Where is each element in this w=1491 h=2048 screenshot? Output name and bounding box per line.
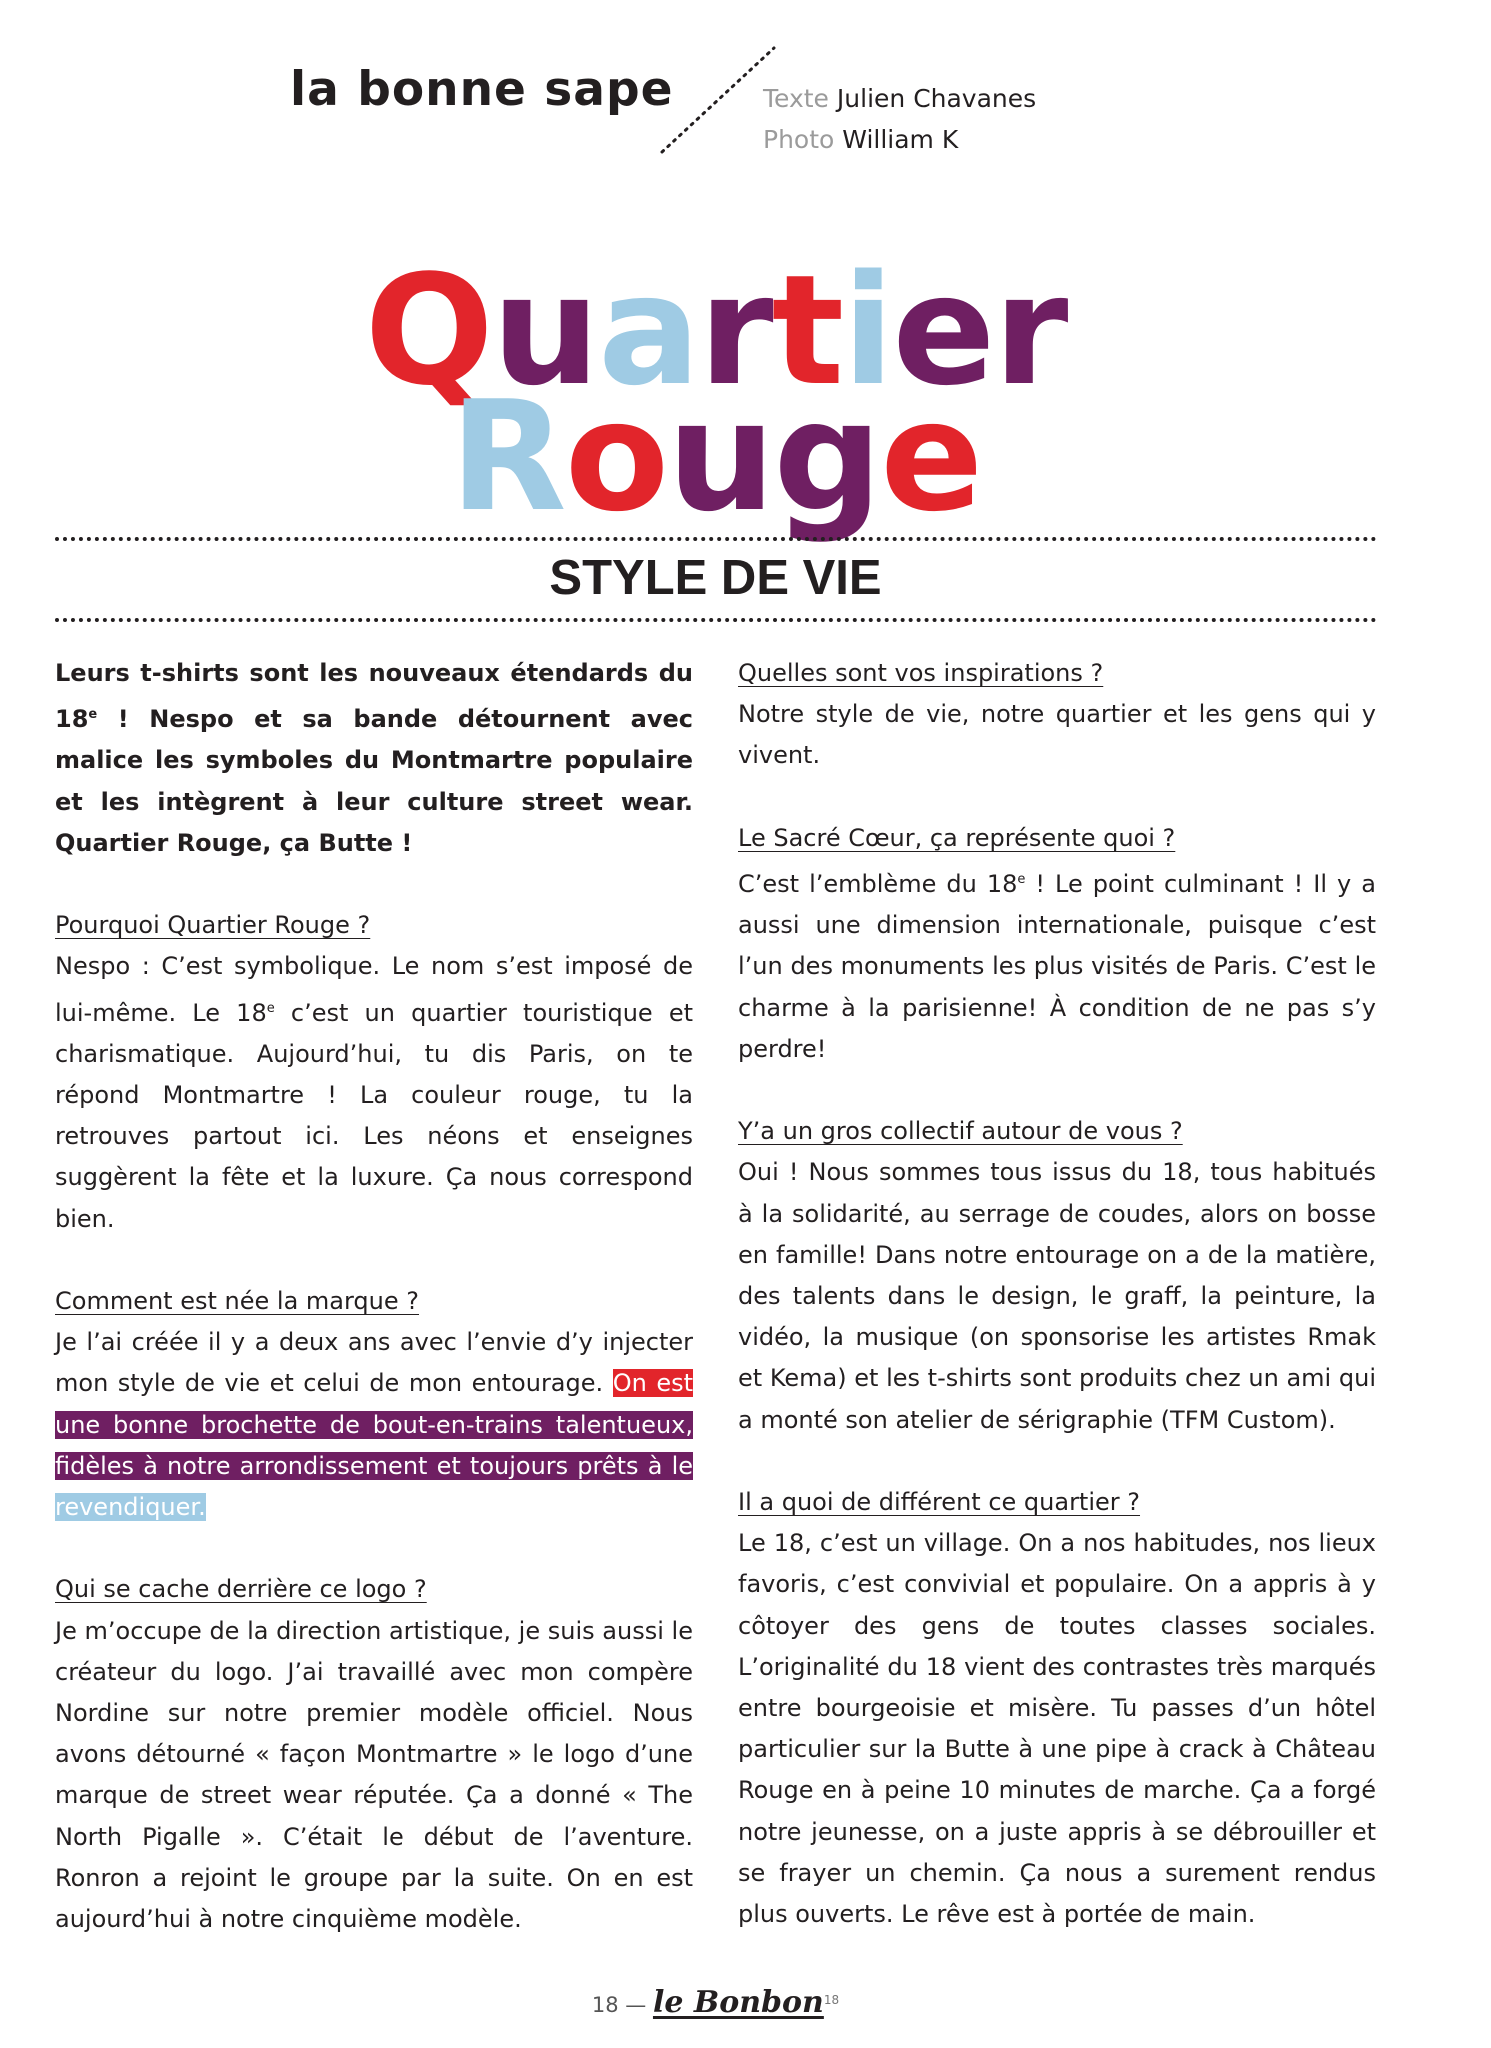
title-letter: u bbox=[491, 242, 599, 419]
title-letter: R bbox=[449, 368, 565, 545]
answer: Notre style de vie, notre quartier et les gens qui y vivent. bbox=[738, 700, 1376, 770]
title-letter: r bbox=[698, 242, 772, 419]
qa-block bbox=[738, 1111, 1376, 1441]
qa-block bbox=[55, 905, 693, 1240]
answer: Je l’ai créée il y a deux ans avec l’envie d’y injecter mon style de vie et celui de mon entourage. bbox=[55, 1328, 693, 1398]
qa-block bbox=[738, 818, 1376, 1070]
lead-text-rest: ! Nespo et sa bande détournent avec malice les symboles du Montmartre populaire et les intègrent à leur culture street wear. Quartier Rouge, ça Butte ! bbox=[55, 705, 693, 857]
lead-text: Leurs t-shirts sont les nouveaux étendards du 18 bbox=[55, 659, 693, 734]
title-letter: r bbox=[993, 242, 1067, 419]
dotted-rule-top bbox=[55, 537, 1377, 541]
question: Le Sacré Cœur, ça représente quoi ? bbox=[738, 823, 1176, 852]
lead-sup: e bbox=[88, 707, 98, 723]
left-column bbox=[55, 653, 693, 1981]
question: Il a quoi de différent ce quartier ? bbox=[738, 1488, 1141, 1517]
article-title bbox=[0, 242, 1431, 545]
credits bbox=[763, 78, 1036, 160]
photo-credit bbox=[763, 119, 1036, 160]
highlight-blue: revendiquer. bbox=[55, 1493, 206, 1522]
question: Qui se cache derrière ce logo ? bbox=[55, 1575, 427, 1604]
title-letter: e bbox=[892, 242, 994, 419]
text-credit-author: Julien Chavanes bbox=[836, 84, 1037, 113]
logo-sup: 18 bbox=[823, 1993, 840, 2007]
dotted-rule-bottom bbox=[55, 618, 1377, 622]
title-letter: e bbox=[880, 368, 982, 545]
photo-credit-label: Photo bbox=[763, 125, 835, 154]
answer-rest: ! Le point culminant ! Il y a aussi une dimension internationale, puisque c’est l’un des monuments les plus visités de Paris. C’est le charme à la parisienne! À condition de ne pas s’y perdre! bbox=[738, 870, 1376, 1063]
title-letter: Q bbox=[364, 242, 492, 419]
answer-sup: e bbox=[266, 1000, 275, 1016]
rubric-heading: STYLE DE VIE bbox=[549, 551, 882, 605]
section-title: la bonne sape bbox=[290, 62, 674, 117]
qa-block bbox=[738, 653, 1376, 777]
answer-sup: e bbox=[1017, 872, 1026, 887]
question: Pourquoi Quartier Rouge ? bbox=[55, 911, 371, 940]
title-letter: o bbox=[564, 368, 668, 545]
title-letter: i bbox=[842, 242, 893, 419]
page-number: 18 — bbox=[591, 1993, 647, 2017]
answer-rest: c’est un quartier touristique et charismatique. Aujourd’hui, tu dis Paris, on te répond Montmartre ! La couleur rouge, tu la retrouves partout ici. Les néons et enseignes suggèrent la fête et la luxure. Ça nous correspond bien. bbox=[55, 998, 694, 1233]
answer: Je m’occupe de la direction artistique, je suis aussi le créateur du logo. J’ai travaillé avec mon compère Nordine sur notre premier modèle officiel. Nous avons détourné « façon Montmartre » le logo d’une marque de street wear réputée. Ça a donné « The North Pigalle ». C’était le début de l’aventure. Ronron a rejoint le groupe par la suite. On en est aujourd’hui à notre cinquième modèle. bbox=[55, 1616, 693, 1934]
diagonal-dotted-divider bbox=[658, 44, 778, 156]
title-letter: u bbox=[667, 368, 774, 545]
text-credit-label: Texte bbox=[763, 84, 829, 113]
title-letter: t bbox=[771, 242, 843, 419]
qa-block bbox=[738, 1482, 1376, 1935]
page-footer bbox=[0, 1985, 1431, 2020]
qa-block bbox=[55, 1281, 693, 1528]
text-credit bbox=[763, 78, 1036, 119]
answer: Oui ! Nous sommes tous issus du 18, tous habitués à la solidarité, au serrage de coudes, alors on bosse en famille! Dans notre entourage on a de la matière, des talents dans le design, le graff, la peinture, la vidéo, la musique (on sponsorise les artistes Rmak et Kema) et les t-shirts sont produits chez un ami qui a monté son atelier de sérigraphie (TFM Custom). bbox=[738, 1158, 1376, 1434]
answer: Le 18, c’est un village. On a nos habitudes, nos lieux favoris, c’est convivial et populaire. On a appris à y côtoyer des gens de toutes classes sociales. L’originalité du 18 vient des contrastes très marqués entre bourgeoisie et misère. Tu passes d’un hôtel particulier sur la Butte à une pipe à crack à Château Rouge en à peine 10 minutes de marche. Ça a forgé notre jeunesse, on a juste appris à se débrouiller et se frayer un chemin. Ça nous a surement rendus plus ouverts. Le rêve est à portée de main. bbox=[738, 1529, 1376, 1929]
highlight-red: On est bbox=[612, 1369, 693, 1398]
photo-credit-author: William K bbox=[842, 125, 959, 154]
answer: C’est l’emblème du 18 bbox=[738, 870, 1018, 898]
title-letter: g bbox=[773, 368, 881, 545]
question: Quelles sont vos inspirations ? bbox=[738, 659, 1104, 687]
lead-paragraph bbox=[55, 653, 693, 864]
question: Y’a un gros collectif autour de vous ? bbox=[738, 1117, 1183, 1146]
question: Comment est née la marque ? bbox=[55, 1287, 420, 1316]
qa-block bbox=[55, 1569, 693, 1940]
highlight-purple: une bonne brochette de bout-en-trains talentueux, fidèles à notre arrondissement et toujours prêts à le bbox=[55, 1410, 693, 1480]
title-line-2 bbox=[0, 368, 1431, 545]
right-column bbox=[738, 653, 1376, 1976]
title-letter: a bbox=[598, 242, 699, 419]
answer: Nespo : C’est symbolique. Le nom s’est imposé de lui-même. Le 18 bbox=[55, 952, 693, 1027]
magazine-logo: le Bonbon bbox=[652, 1985, 824, 2020]
